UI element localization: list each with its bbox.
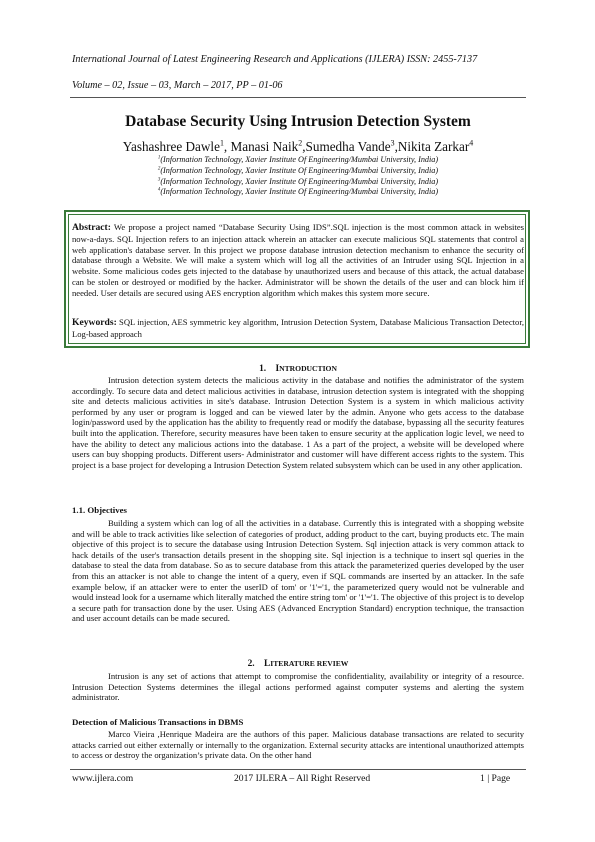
section-heading-introduction: [70, 364, 526, 374]
affiliation-text: (Information Technology, Xavier Institute Of Engineering/Mumbai University, India): [160, 165, 439, 175]
abstract-text: We propose a project named “Database Security Using IDS”.SQL injection is the most common attack in websites now-a-days. SQL Injection refers to an injection attack wherein an attacker can execute malicious SQL statements that control a web application's database server. In this project we propose database intrusion detection mechanism to enhance the security of database through a Website. We will make a system which will log all the activities of an Intruder using SQL Injection in a website. Some malicious codes gets injected to the database by unauthorized users and because of this attack, the actual database can be stolen or destroyed or modified by the hacker. Administrator will be shown the details of the user and can block him if needed. User details are secured using AES encryption algorithm which makes this system more secure.: [72, 222, 524, 298]
affiliations: [70, 155, 526, 198]
footer-rule: [70, 769, 526, 770]
affiliation-sup: 3: [157, 176, 161, 182]
footer-website: www.ijlera.com: [72, 773, 134, 784]
author-sup: 2: [298, 138, 303, 148]
detection-paragraph: [72, 729, 524, 761]
footer-copyright: 2017 IJLERA – All Right Reserved: [234, 773, 371, 784]
affiliation: [70, 187, 526, 198]
affiliation: [70, 155, 526, 166]
paragraph-text: Marco Vieira ,Henrique Madeira are the authors of this paper. Malicious database transactions are related to security attacks carried out either externally or internally to the organization. External security attacks are intentional unauthorized attempts to access or destroy the organization’s private data. On the other hand: [72, 729, 524, 761]
section-number: 1.: [259, 364, 267, 374]
section-initial: I: [275, 364, 280, 374]
section-number: 2.: [247, 659, 255, 669]
keywords-label: Keywords:: [72, 317, 117, 328]
page-label: Page: [491, 773, 511, 784]
detection-heading: Detection of Malicious Transactions in DBMS: [72, 717, 244, 727]
paragraph-text: Intrusion detection system detects the malicious activity in the database and notifies the administrator of the system accordingly. To secure data and detect malicious activities in database, intrusion detection system is integrated with the shopping site and detects malicious activities in site's database. Intrusion Detection System is a system in which malicious activity performed by any user or program is logged and can be viewed later by the admin. Anyone who gets access to the database login/password used by the application has the ability to frequently read or modify the database, bypassing all the security features built into the application. Therefore, security measures have been taken to ensure security at the application logic level, we need to have the ability to detect any malicious actions into the database. 1 As a part of the project, a website will be developed where users can buy shopping products. Different users- Administrator and customer will have different access rights to the system. This project is a base project for developing a Intrusion Detection System related subsystem which can be used in any other application.: [72, 375, 524, 470]
author-list: Yashashree Dawle$^1$, Manasi Naik$^2$,Sumedha Vande$^3$,Nikita Zarkar$^4$: [122, 138, 474, 154]
footer-page: 1 | Page: [480, 773, 511, 784]
affiliation-sup: 2: [157, 166, 161, 172]
page-number: 1: [480, 773, 485, 784]
introduction-paragraph: [72, 375, 524, 470]
abstract: [72, 222, 524, 299]
author-name: Sumedha Vande: [305, 139, 391, 154]
affiliation-sup: 1: [157, 155, 161, 161]
section-initial: L: [264, 659, 271, 669]
author-sup: 1: [219, 138, 224, 148]
paragraph-text: Intrusion is any set of actions that attempt to compromise the confidentiality, availability or integrity of a resource. Intrusion Detection Systems determines the illegal actions performed against computer systems and alerting the system administrator.: [72, 671, 524, 703]
abstract-label: Abstract:: [72, 222, 111, 233]
paragraph-text: Building a system which can log of all the activities in a database. Currently this is integrated with a shopping website and will be able to track activities like selection of categories of product, adding product to the cart, buying products etc. The main objective of this project is to secure the database using Intrusion Detection System. Sql injection attack is very common attack to hack details of the user's transaction details present in the shopping site. Sql injection is a technique to insert sql queries in the database to steal the data from database. So as to secure database from this attack the parameterized queries developed by the user from this an attacker is not able to change the intent of a query, even if SQL commands are inserted by an attacker. In the safe example below, if an attacker were to enter the userID of tom' or '1'='1, the parameterized query would not be vulnerable and would instead look for a username which literally matched the entire string tom' or '1'='1. The objective of this project is to develop a secure path for transaction done by the user. Using AES (Advanced Encryption Standard) encryption technique, the transaction and user account details can be made secured.: [72, 518, 524, 624]
affiliation: [70, 166, 526, 177]
header-rule: [70, 97, 526, 98]
author-sup: 4: [469, 138, 474, 148]
affiliation-text: (Information Technology, Xavier Institute Of Engineering/Mumbai University, India): [160, 155, 439, 164]
literature-review-paragraph: [72, 671, 524, 703]
affiliation-sup: 4: [157, 187, 161, 193]
affiliation: [70, 177, 526, 188]
objectives-paragraph: [72, 518, 524, 624]
author-sup: 3: [390, 138, 395, 148]
paper-title: Database Security Using Intrusion Detection System: [125, 113, 471, 130]
author-name: Yashashree Dawle: [122, 139, 220, 154]
author-name: Nikita Zarkar: [397, 139, 470, 154]
affiliation-text: (Information Technology, Xavier Institute Of Engineering/Mumbai University, India): [160, 187, 439, 197]
journal-header: International Journal of Latest Engineering Research and Applications (IJLERA) ISSN: 2455-7137: [72, 54, 478, 65]
objectives-heading: 1.1. Objectives: [72, 505, 127, 515]
section-heading-literature-review: [70, 659, 526, 669]
volume-info: Volume – 02, Issue – 03, March – 2017, PP – 01-06: [72, 80, 283, 91]
keywords-text: SQL injection, AES symmetric key algorithm, Intrusion Detection System, Database Malicious Transaction Detector, Log-based approach: [72, 317, 524, 339]
section-title-rest: NTRODUCTION: [279, 364, 337, 373]
affiliation-text: (Information Technology, Xavier Institute Of Engineering/Mumbai University, India): [160, 176, 439, 186]
section-title-rest: ITERATURE REVIEW: [270, 659, 349, 668]
keywords: [72, 317, 524, 339]
author-name: Manasi Naik: [230, 139, 299, 154]
